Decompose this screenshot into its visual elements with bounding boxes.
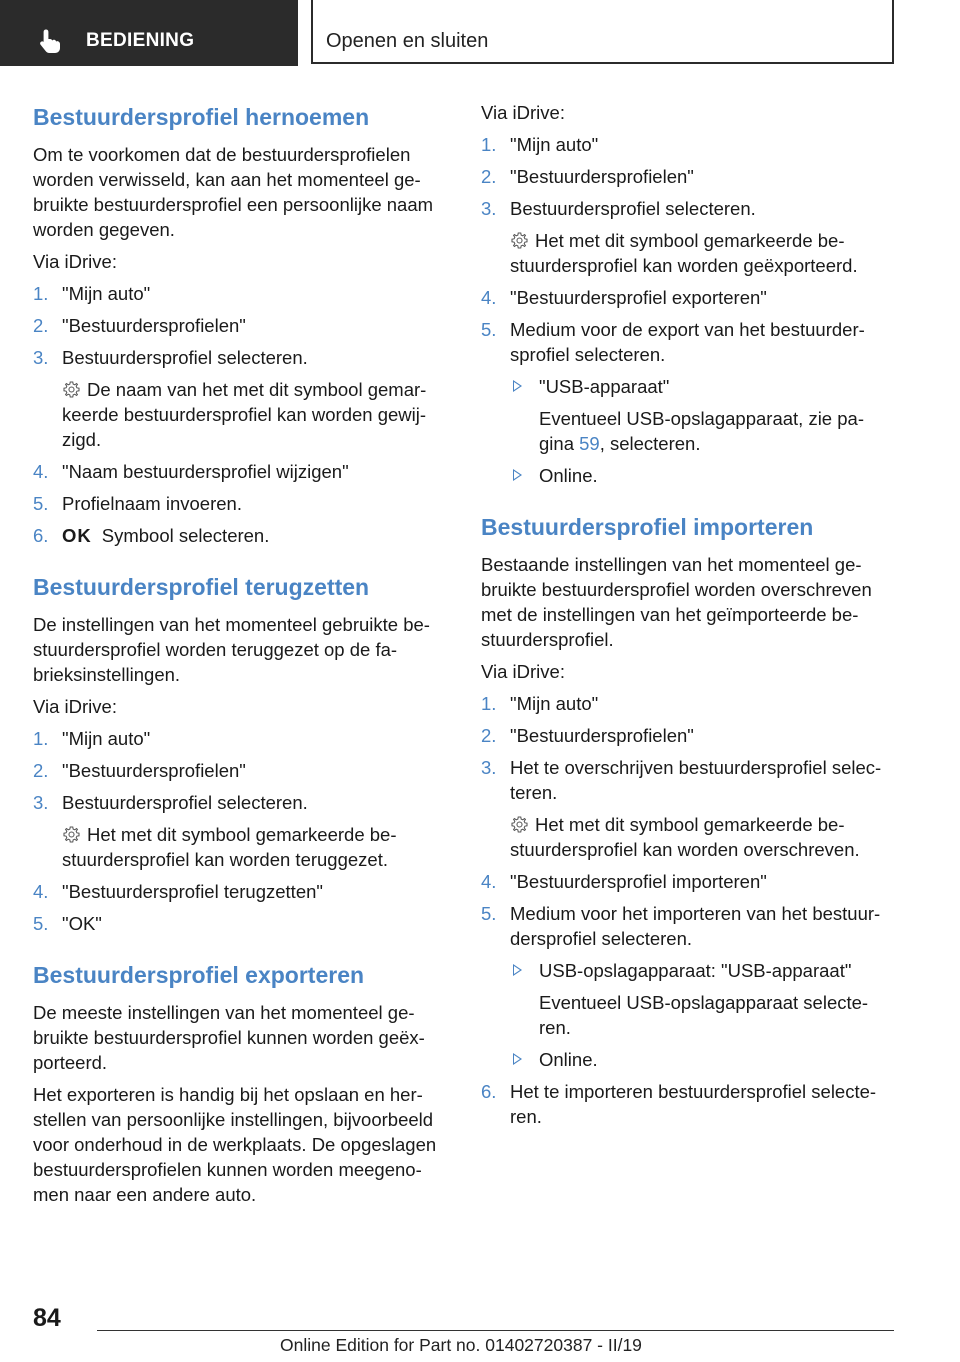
list-item: 5. Medium voor het importeren van het bestuur- dersprofiel selecteren. USB-opslagapparaat: "USB-apparaat" Eventueel USB-opslagapparaat selecte- ren. Online.: [481, 901, 897, 1072]
import-via: Via iDrive:: [481, 661, 565, 682]
list-item: 2. "Bestuurdersprofielen": [481, 725, 694, 746]
list-item: 1. "Mijn auto": [481, 134, 599, 155]
list-item: Online.: [510, 1047, 897, 1072]
reset-steps: [33, 726, 448, 936]
import-heading: Bestuurdersprofiel importeren: [481, 514, 814, 540]
gear-icon: [62, 825, 81, 844]
list-item: 6. Het te importeren bestuurdersprofiel selecte- ren.: [481, 1081, 877, 1127]
import-options: [510, 958, 897, 1072]
footer-edition: Online Edition for Part no. 01402720387 - II/19: [280, 1335, 642, 1355]
hand-pointer-icon: [38, 28, 62, 54]
reset-intro: De instellingen van het momenteel gebruikte be- stuurdersprofiel worden teruggezet op de fa- brieksinstellingen.: [33, 614, 430, 685]
page-link[interactable]: 59: [579, 433, 600, 454]
import-step-note: Het met dit symbool gemarkeerde be- stuurdersprofiel kan worden overschreven.: [510, 814, 860, 860]
export-usb-note: Eventueel USB-opslagapparaat, zie pa- gina 59, selecteren.: [539, 408, 864, 454]
list-item: 5. Profielnaam invoeren.: [33, 493, 242, 514]
triangle-bullet-icon: [513, 1053, 522, 1065]
list-item: 3. Bestuurdersprofiel selecteren. Het met dit symbool gemarkeerde be- stuurdersprofiel kan worden teruggezet.: [33, 790, 448, 872]
triangle-bullet-icon: [513, 380, 522, 392]
list-item: 4. "Bestuurdersprofiel terugzetten": [33, 881, 323, 902]
gear-icon: [510, 815, 529, 834]
list-item: 5. "OK": [33, 913, 102, 934]
chapter-label: Openen en sluiten: [326, 30, 489, 52]
page-number: 84: [33, 1304, 61, 1332]
list-item: 4. "Bestuurdersprofiel exporteren": [481, 287, 767, 308]
left-column: [33, 100, 448, 1214]
reset-heading: Bestuurdersprofiel terugzetten: [33, 574, 370, 600]
list-item: USB-opslagapparaat: "USB-apparaat" Eventueel USB-opslagapparaat selecte- ren.: [510, 958, 897, 1040]
list-item: 2. "Bestuurdersprofielen": [33, 315, 246, 336]
list-item: 3. Bestuurdersprofiel selecteren. De naam van het met dit symbool gemar- keerde bestuurdersprofiel kan worden gewij- zigd.: [33, 345, 448, 452]
list-item: 4. "Bestuurdersprofiel importeren": [481, 871, 767, 892]
page-header: [0, 0, 960, 66]
list-item: 4. "Naam bestuurdersprofiel wijzigen": [33, 461, 349, 482]
list-item: 2. "Bestuurdersprofielen": [33, 760, 246, 781]
list-item: 6. OK Symbool selecteren.: [33, 525, 270, 546]
list-item: 3. Bestuurdersprofiel selecteren. Het met dit symbool gemarkeerde be- stuurdersprofiel kan worden geëxporteerd.: [481, 196, 897, 278]
list-item: 1. "Mijn auto": [33, 728, 151, 749]
list-item: 1. "Mijn auto": [33, 283, 151, 304]
import-usb-note: Eventueel USB-opslagapparaat selecte- ren.: [539, 992, 869, 1038]
ok-symbol: OK: [62, 525, 92, 546]
list-item: "USB-apparaat" Eventueel USB-opslagapparaat, zie pa- gina 59, selecteren.: [510, 374, 897, 456]
gear-icon: [510, 231, 529, 250]
section-label: BEDIENING: [86, 30, 195, 51]
footer-divider: [97, 1330, 894, 1331]
export-options: [510, 374, 897, 488]
export-step-note: Het met dit symbool gemarkeerde be- stuurdersprofiel kan worden geëxporteerd.: [510, 230, 858, 276]
import-intro: Bestaande instellingen van het momenteel ge- bruikte bestuurdersprofiel worden overschreven met de instellingen van het geïmporteerde be- stuurdersprofiel.: [481, 554, 872, 650]
reset-via: Via iDrive:: [33, 696, 117, 717]
list-item: 3. Het te overschrijven bestuurdersprofiel selec- teren. Het met dit symbool gemarkeerde be- stuurdersprofiel kan worden overschreven.: [481, 755, 897, 862]
export-intro-2: Het exporteren is handig bij het opslaan en her- stellen van persoonlijke instellingen, bijvoorbeeld voor onderhoud in de werkplaats. De opgeslagen bestuurdersprofielen kunnen worden meegeno- men naar een andere auto.: [33, 1084, 437, 1205]
rename-via: Via iDrive:: [33, 251, 117, 272]
export-heading: Bestuurdersprofiel exporteren: [33, 962, 365, 988]
gear-icon: [62, 380, 81, 399]
export-steps: [481, 132, 897, 488]
reset-step-note: Het met dit symbool gemarkeerde be- stuurdersprofiel kan worden teruggezet.: [62, 824, 397, 870]
export-intro-1: De meeste instellingen van het momenteel ge- bruikte bestuurdersprofiel kunnen worden geëx- porteerd.: [33, 1002, 425, 1073]
list-item: 1. "Mijn auto": [481, 693, 599, 714]
list-item: 5. Medium voor de export van het bestuurder- sprofiel selecteren. "USB-apparaat" Eventueel USB-opslagapparaat, zie pa- gina 59, selecteren. Online.: [481, 317, 897, 488]
list-item: Online.: [510, 463, 897, 488]
right-column: [481, 100, 897, 1136]
triangle-bullet-icon: [513, 964, 522, 976]
triangle-bullet-icon: [513, 469, 522, 481]
rename-step-note: De naam van het met dit symbool gemar- keerde bestuurdersprofiel kan worden gewij- zigd.: [62, 379, 427, 450]
rename-heading: Bestuurdersprofiel hernoemen: [33, 104, 370, 130]
import-steps: [481, 691, 897, 1129]
rename-intro: Om te voorkomen dat de bestuurdersprofielen worden verwisseld, kan aan het momenteel ge- bruikte bestuurdersprofiel een persoonlijke naam worden gegeven.: [33, 144, 434, 240]
chapter-tab[interactable]: [311, 0, 894, 64]
export-via: Via iDrive:: [481, 102, 565, 123]
section-tab[interactable]: [0, 0, 298, 66]
rename-steps: [33, 281, 448, 548]
list-item: 2. "Bestuurdersprofielen": [481, 166, 694, 187]
